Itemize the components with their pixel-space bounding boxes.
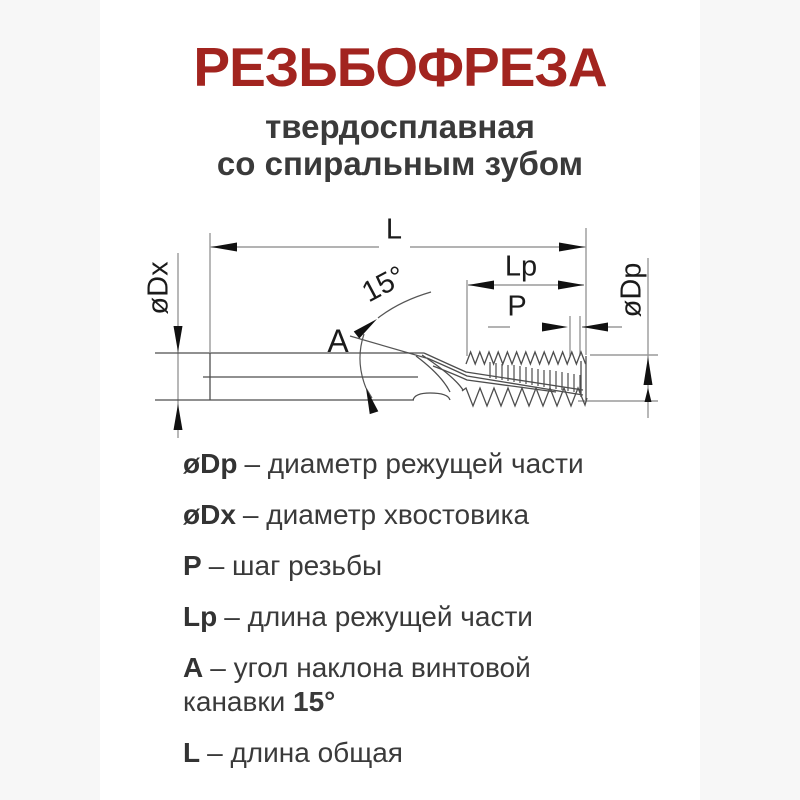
legend-text: – шаг резьбы — [208, 550, 383, 581]
legend-symbol: Lp — [183, 601, 218, 632]
legend-item-p — [183, 549, 683, 583]
dim-label-cutting-length: Lp — [504, 250, 538, 283]
subtitle-line-1: твердосплавная — [265, 108, 535, 145]
legend — [183, 447, 683, 787]
legend-symbol: øDx — [183, 499, 236, 530]
legend-symbol: øDp — [183, 448, 238, 479]
legend-text: – длина общая — [207, 737, 403, 768]
angle-annotation — [350, 292, 431, 398]
legend-item-a — [183, 651, 683, 719]
dim-label-shank-diameter: øDx — [142, 261, 175, 315]
subtitle-line-2: со спиральным зубом — [216, 144, 584, 182]
dim-label-helix-angle: A — [327, 323, 349, 359]
legend-item-l — [183, 736, 683, 770]
legend-item-lp — [183, 600, 683, 634]
dim-label-cutting-diameter: øDp — [615, 262, 648, 318]
legend-text-wrap: канавки — [183, 686, 294, 717]
legend-symbol: P — [183, 550, 202, 581]
legend-angle-value: 15° — [293, 686, 336, 717]
dim-label-overall-length: L — [385, 213, 403, 246]
legend-text: – диаметр режущей части — [244, 448, 584, 479]
dim-label-helix-angle-value: 15° — [356, 260, 411, 309]
legend-symbol: A — [183, 652, 204, 683]
dimension-lines — [178, 228, 658, 438]
legend-item-dp — [183, 447, 683, 481]
legend-text: – угол наклона винтовой — [210, 652, 531, 683]
page-title: РЕЗЬБОФРЕЗА — [193, 36, 607, 98]
dim-label-pitch: P — [507, 290, 527, 323]
legend-item-dx — [183, 498, 683, 532]
legend-symbol: L — [183, 737, 201, 768]
legend-text: – длина режущей части — [224, 601, 533, 632]
legend-text: – диаметр хвостовика — [242, 499, 530, 530]
